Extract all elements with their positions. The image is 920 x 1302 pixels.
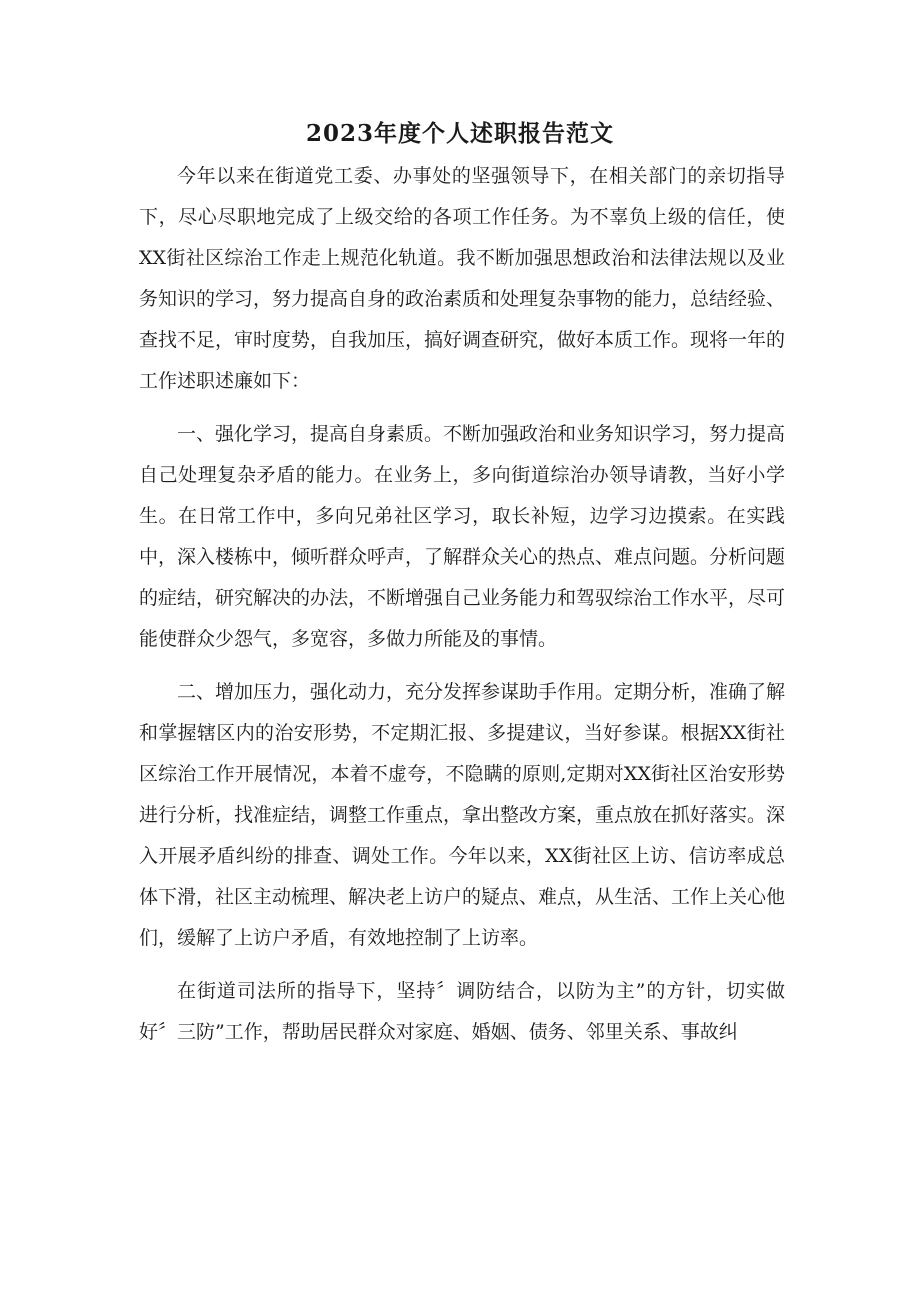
document-body: [139, 156, 785, 1065]
paragraph-section-two: 二、增加压力，强化动力，充分发挥参谋助手作用。定期分析，准确了解和掌握辖区内的治安形势，不定期汇报、多提建议，当好参谋。根据XX街社区综治工作开展情况，本着不虚夸，不隐瞒的原则,定期对XX街社区治安形势进行分析，找准症结，调整工作重点，拿出整改方案，重点放在抓好落实。深入开展矛盾纠纷的排查、调处工作。今年以来，XX街社区上访、信访率成总体下滑，社区主动梳理、解决老上访户的疑点、难点，从生活、工作上关心他们，缓解了上访户矛盾，有效地控制了上访率。: [139, 681, 786, 949]
document-title: 2023年度个人述职报告范文: [305, 120, 614, 147]
paragraph-section-one: 一、强化学习，提高自身素质。不断加强政治和业务知识学习，努力提高自己处理复杂矛盾的能力。在业务上，多向街道综治办领导请教，当好小学生。在日常工作中，多向兄弟社区学习，取长补短，边学习边摸索。在实践中，深入楼栋中，倾听群众呼声，了解群众关心的热点、难点问题。分析问题的症结，研究解决的办法，不断增强自己业务能力和驾驭综治工作水平，尽可能使群众少怨气，多宽容，多做力所能及的事情。: [139, 423, 786, 650]
paragraph-mediation: 在街道司法所的指导下，坚持〞调防结合，以防为主”的方针，切实做好〞三防”工作，帮助居民群众对家庭、婚姻、债务、邻里关系、事故纠: [139, 980, 785, 1043]
paragraph-intro: 今年以来在街道党工委、办事处的坚强领导下，在相关部门的亲切指导下，尽心尽职地完成了上级交给的各项工作任务。为不辜负上级的信任，使XX街社区综治工作走上规范化轨道。我不断加强思想政治和法律法规以及业务知识的学习，努力提高自身的政治素质和处理复杂事物的能力，总结经验、查找不足，审时度势，自我加压，搞好调查研究，做好本质工作。现将一年的工作述职述廉如下：: [139, 165, 786, 392]
